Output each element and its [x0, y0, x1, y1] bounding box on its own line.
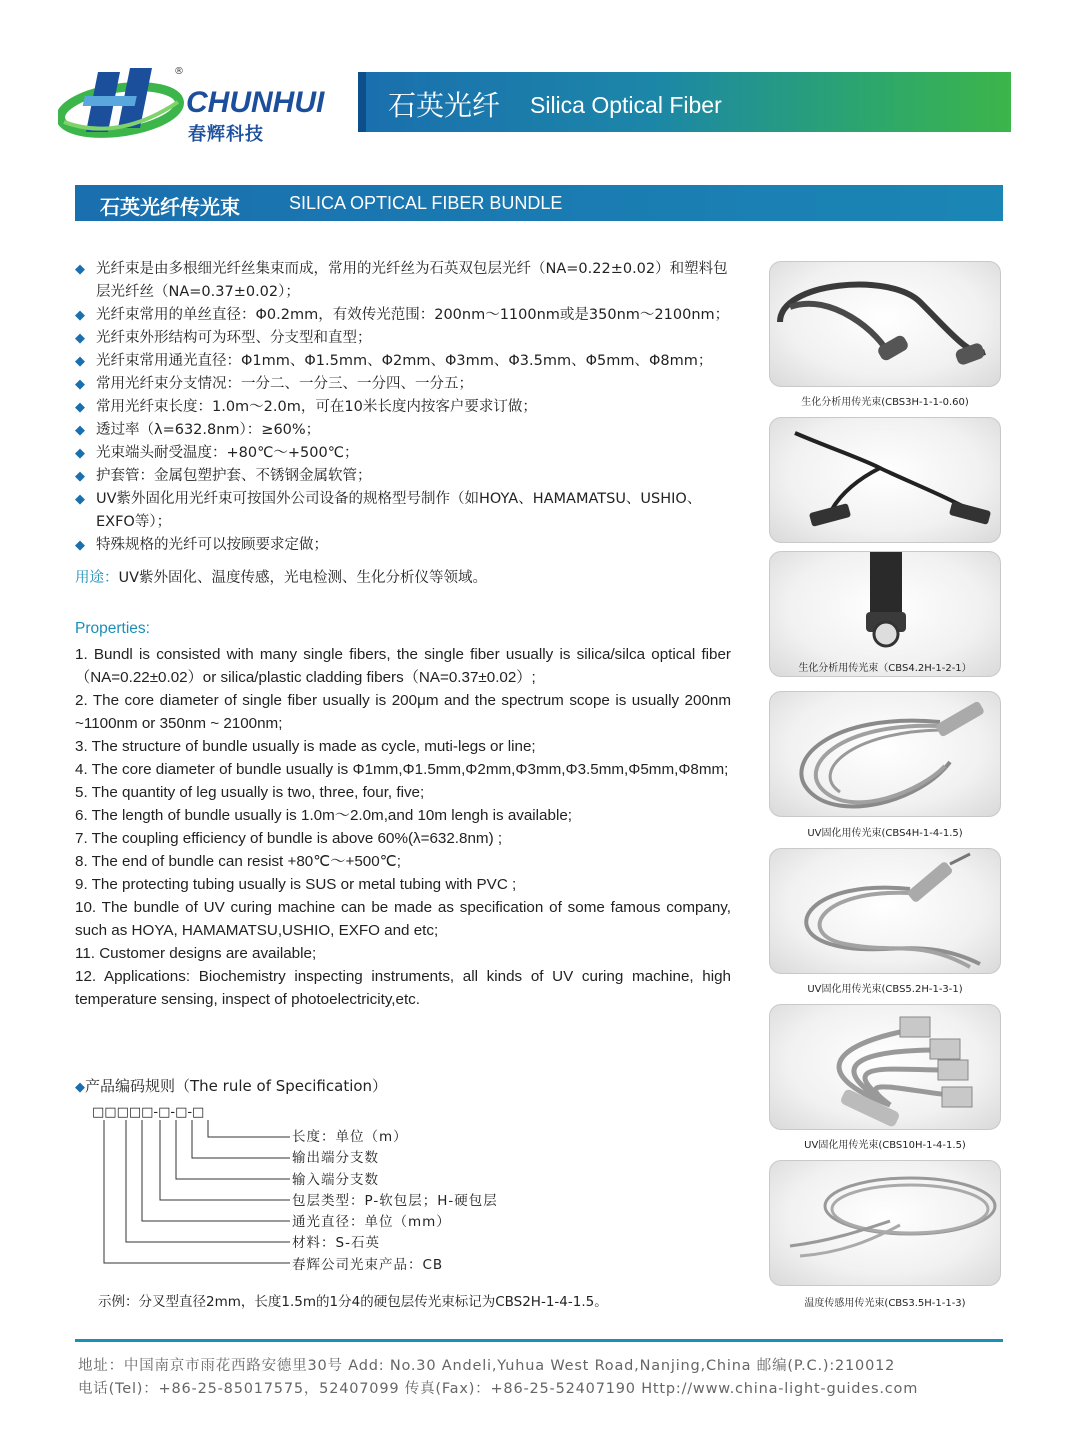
spec-legend-item: 输入端分支数: [292, 1171, 379, 1188]
property-item: 4. The core diameter of bundle usually is Φ1mm,Φ1.5mm,Φ2mm,Φ3mm,Φ3.5mm,Φ5mm,Φ8mm;: [75, 761, 729, 778]
property-item: 9. The protecting tubing usually is SUS or metal tubing with PVC ;: [75, 876, 517, 893]
feature-item: ◆ 常用光纤束长度：1.0m～2.0m，可在10米长度内按客户要求订做；: [75, 396, 735, 419]
property-item: 8. The end of bundle can resist +80℃～+500℃;: [75, 853, 401, 870]
property-item: 5. The quantity of leg usually is two, three, four, five;: [75, 784, 425, 801]
diamond-bullet-icon: ◆: [75, 469, 85, 484]
diamond-bullet-icon: ◆: [75, 446, 85, 461]
photo-caption: 温度传感用传光束(CBS3.5H-1-1-3): [804, 1298, 966, 1309]
spec-code-diagram: [90, 1103, 300, 1278]
fiber-bundle-photo-icon: [770, 692, 1001, 817]
fiber-bundle-photo-icon: [770, 418, 1001, 543]
photo-caption: 生化分析用传光束(CBS3H-1-1-0.60): [801, 397, 969, 408]
page-title-en: Silica Optical Fiber: [530, 92, 722, 118]
diamond-bullet-icon: ◆: [75, 1080, 85, 1095]
properties-title: Properties:: [75, 620, 150, 637]
feature-item: ◆ 光纤束常用通光直径：Φ1mm、Φ1.5mm、Φ2mm、Φ3mm、Φ3.5mm、Φ5mm、Φ8mm；: [75, 350, 735, 373]
spec-legend-item: 材料：S-石英: [292, 1235, 380, 1252]
product-photo-7: [769, 1160, 1001, 1286]
fiber-bundle-photo-icon: [770, 262, 1001, 387]
section-title-cn: 石英光纤传光束: [100, 195, 240, 219]
feature-item: ◆ 光纤束是由多根细光纤丝集束而成，常用的光纤丝为石英双包层光纤（NA=0.22±0.02）和塑料包层光纤丝（NA=0.37±0.02）；: [75, 258, 735, 304]
title-bar-stripe: [358, 72, 366, 132]
spec-legend-item: 长度：单位（m）: [292, 1129, 408, 1145]
usage-text: UV紫外固化、温度传感，光电检测、生化分析仪等领域。: [118, 570, 488, 586]
product-photo-1: [769, 261, 1001, 387]
product-photo-5: [769, 848, 1001, 974]
section-title-bar: [75, 185, 1003, 221]
diamond-bullet-icon: ◆: [75, 262, 85, 277]
diamond-bullet-icon: ◆: [75, 377, 85, 392]
company-logo: [58, 62, 348, 145]
diamond-bullet-icon: ◆: [75, 492, 85, 507]
feature-item: ◆ UV紫外固化用光纤束可按国外公司设备的规格型号制作（如HOYA、HAMAMATSU、USHIO、EXFO等）；: [75, 488, 735, 534]
product-photo-2: [769, 417, 1001, 543]
photo-caption: 生化分析用传光束（CBS4.2H-1-2-1）: [798, 663, 972, 674]
logo-text-en: CHUNHUI: [186, 86, 325, 119]
feature-item: ◆ 光束端头耐受温度：+80℃～+500℃；: [75, 442, 735, 465]
footer-divider: [75, 1339, 1003, 1342]
page-title-cn: 石英光纤: [388, 89, 501, 122]
property-item: 2. The core diameter of single fiber usually is 200μm and the spectrum scope is usually 200nm ~1100nm or 350nm ~ 2100nm;: [75, 692, 731, 732]
spec-legend-item: 春辉公司光束产品：CB: [292, 1256, 444, 1273]
spec-code: □□□□□-□-□-□: [92, 1105, 205, 1120]
property-item: 10. The bundle of UV curing machine can be made as specification of some famous company, such as HOYA, HAMAMATSU,USHIO, EXFO and etc;: [75, 899, 731, 939]
footer-contact: 电话(Tel)：+86-25-85017575，52407099 传真(Fax)：+86-25-52407190 Http://www.china-light-guides.com: [78, 1381, 919, 1397]
feature-item: ◆ 光纤束常用的单丝直径：Φ0.2mm，有效传光范围：200nm～1100nm或是350nm～2100nm；: [75, 304, 735, 327]
property-item: 7. The coupling efficiency of bundle is above 60%(λ=632.8nm) ;: [75, 830, 503, 847]
property-item: 11. Customer designs are available;: [75, 945, 317, 962]
property-item: 12. Applications: Biochemistry inspecting instruments, all kinds of UV curing machine, high temperature sensing, inspect of photoelectricity,etc.: [75, 968, 731, 1008]
footer-address: 地址：中国南京市雨花西路安德里30号 Add: No.30 Andeli,Yuhua West Road,Nanjing,China 邮编(P.C.):210012: [78, 1358, 896, 1374]
property-item: 6. The length of bundle usually is 1.0m～2.0m,and 10m lengh is available;: [75, 807, 572, 824]
diamond-bullet-icon: ◆: [75, 400, 85, 415]
spec-legend-item: 通光直径：单位（mm）: [292, 1214, 451, 1231]
section-title-en: SILICA OPTICAL FIBER BUNDLE: [289, 193, 563, 213]
usage-label: 用途：: [75, 570, 119, 586]
photo-caption: UV固化用传光束(CBS5.2H-1-3-1): [807, 984, 963, 995]
spec-legend-item: 包层类型：P-软包层；H-硬包层: [292, 1192, 498, 1209]
chunhui-logo-icon: [58, 62, 188, 142]
property-item: 1. Bundl is consisted with many single fibers, the single fiber usually is silica/silca optical fiber （NA=0.22±0.02）or silica/plastic cladding fibers（NA=0.37±0.02）;: [75, 646, 731, 686]
feature-item: ◆ 常用光纤束分支情况：一分二、一分三、一分四、一分五；: [75, 373, 735, 396]
logo-text-cn: 春辉科技: [188, 124, 264, 145]
feature-item: ◆ 护套管：金属包塑护套、不锈钢金属软管；: [75, 465, 735, 488]
diamond-bullet-icon: ◆: [75, 354, 85, 369]
feature-item: ◆ 特殊规格的光纤可以按顾要求定做；: [75, 534, 735, 557]
spec-legend-item: 输出端分支数: [292, 1150, 379, 1167]
usage-line: [75, 566, 487, 587]
photo-caption: UV固化用传光束(CBS4H-1-4-1.5): [807, 828, 963, 839]
diamond-bullet-icon: ◆: [75, 308, 85, 323]
diamond-bullet-icon: ◆: [75, 423, 85, 438]
photo-caption: UV固化用传光束(CBS10H-1-4-1.5): [804, 1140, 966, 1151]
product-photo-6: [769, 1004, 1001, 1130]
feature-list: [75, 258, 735, 557]
page-title-bar: [358, 72, 1011, 132]
fiber-bundle-photo-icon: [770, 849, 1001, 974]
feature-item: ◆ 光纤束外形结构可为环型、分支型和直型；: [75, 327, 735, 350]
fiber-bundle-photo-icon: [770, 1161, 1001, 1286]
spec-rule-legend: [292, 1127, 498, 1276]
spec-rule-title: ◆产品编码规则（The rule of Specification）: [75, 1077, 388, 1095]
spec-example: 示例：分叉型直径2mm，长度1.5m的1分4的硬包层传光束标记为CBS2H-1-4-1.5。: [98, 1294, 608, 1310]
property-item: 3. The structure of bundle usually is made as cycle, muti-legs or line;: [75, 738, 536, 755]
registered-mark: ®: [174, 66, 184, 77]
properties-list: [75, 643, 731, 1011]
feature-item: ◆ 透过率（λ=632.8nm）：≥60%；: [75, 419, 735, 442]
fiber-bundle-photo-icon: [770, 1005, 1001, 1130]
diamond-bullet-icon: ◆: [75, 331, 85, 346]
diamond-bullet-icon: ◆: [75, 538, 85, 553]
product-photo-4: [769, 691, 1001, 817]
